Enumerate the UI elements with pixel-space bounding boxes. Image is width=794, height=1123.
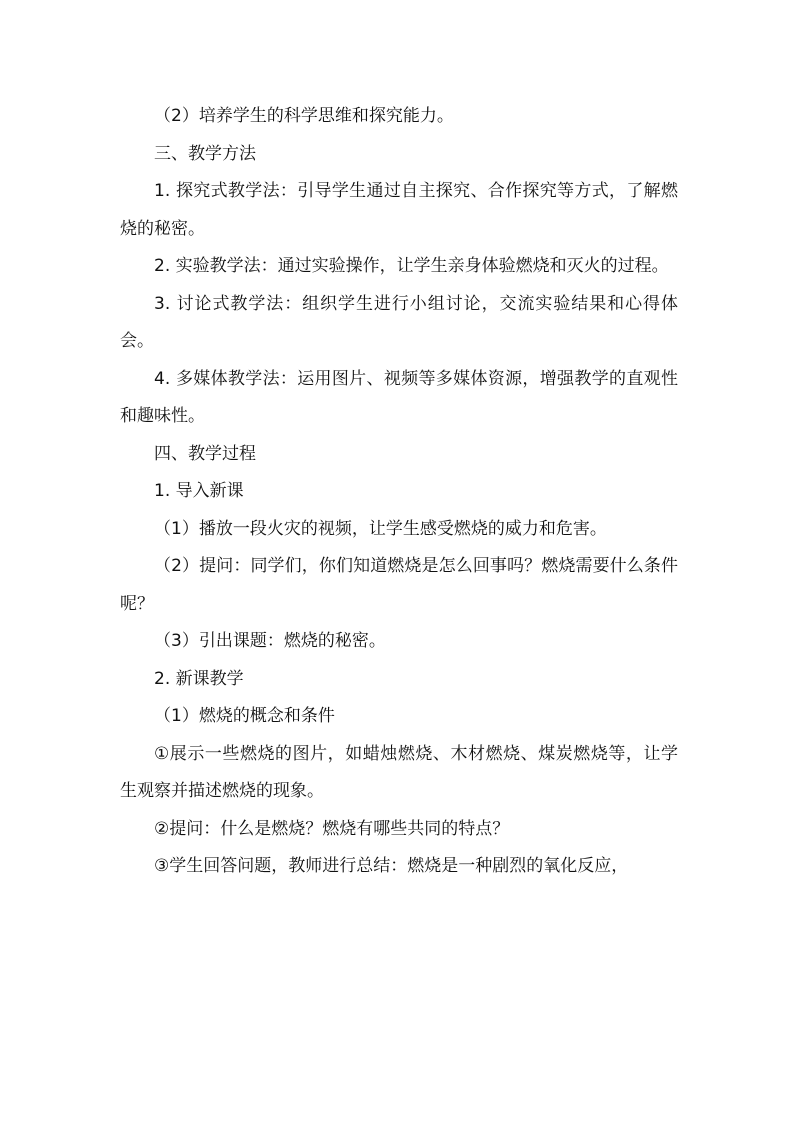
paragraph-step-3: ③学生回答问题，教师进行总结：燃烧是一种剧烈的氧化反应， [154, 856, 629, 876]
paragraph-method-4: 4. 多媒体教学法：运用图片、视频等多媒体资源，增强教学的直观性和趣味性。 [120, 368, 678, 426]
heading-teaching-methods: 三、教学方法 [154, 143, 256, 164]
paragraph-step-1: ①展示一些燃烧的图片，如蜡烛燃烧、木材燃烧、煤炭燃烧等，让学生观察并描述燃烧的现象。 [120, 743, 678, 801]
paragraph-method-2: 2. 实验教学法：通过实验操作，让学生亲身体验燃烧和灭火的过程。 [154, 256, 669, 276]
heading-introduction: 1. 导入新课 [154, 481, 244, 501]
heading-teaching-process: 四、教学过程 [154, 443, 256, 464]
paragraph-method-1: 1. 探究式教学法：引导学生通过自主探究、合作探究等方式，了解燃烧的秘密。 [120, 181, 678, 239]
heading-combustion-concept: （1）燃烧的概念和条件 [154, 706, 335, 726]
document-body [120, 98, 678, 886]
paragraph-method-3: 3. 讨论式教学法：组织学生进行小组讨论，交流实验结果和心得体会。 [120, 293, 678, 351]
paragraph-objective-2: （2）培养学生的科学思维和探究能力。 [154, 106, 454, 126]
paragraph-step-2: ②提问：什么是燃烧？燃烧有哪些共同的特点？ [154, 818, 510, 839]
paragraph-intro-1: （1）播放一段火灾的视频，让学生感受燃烧的威力和危害。 [154, 518, 607, 539]
paragraph-intro-2: （2）提问：同学们，你们知道燃烧是怎么回事吗？燃烧需要什么条件呢？ [120, 556, 678, 614]
heading-new-lesson: 2. 新课教学 [154, 668, 244, 689]
paragraph-intro-3: （3）引出课题：燃烧的秘密。 [154, 631, 386, 651]
